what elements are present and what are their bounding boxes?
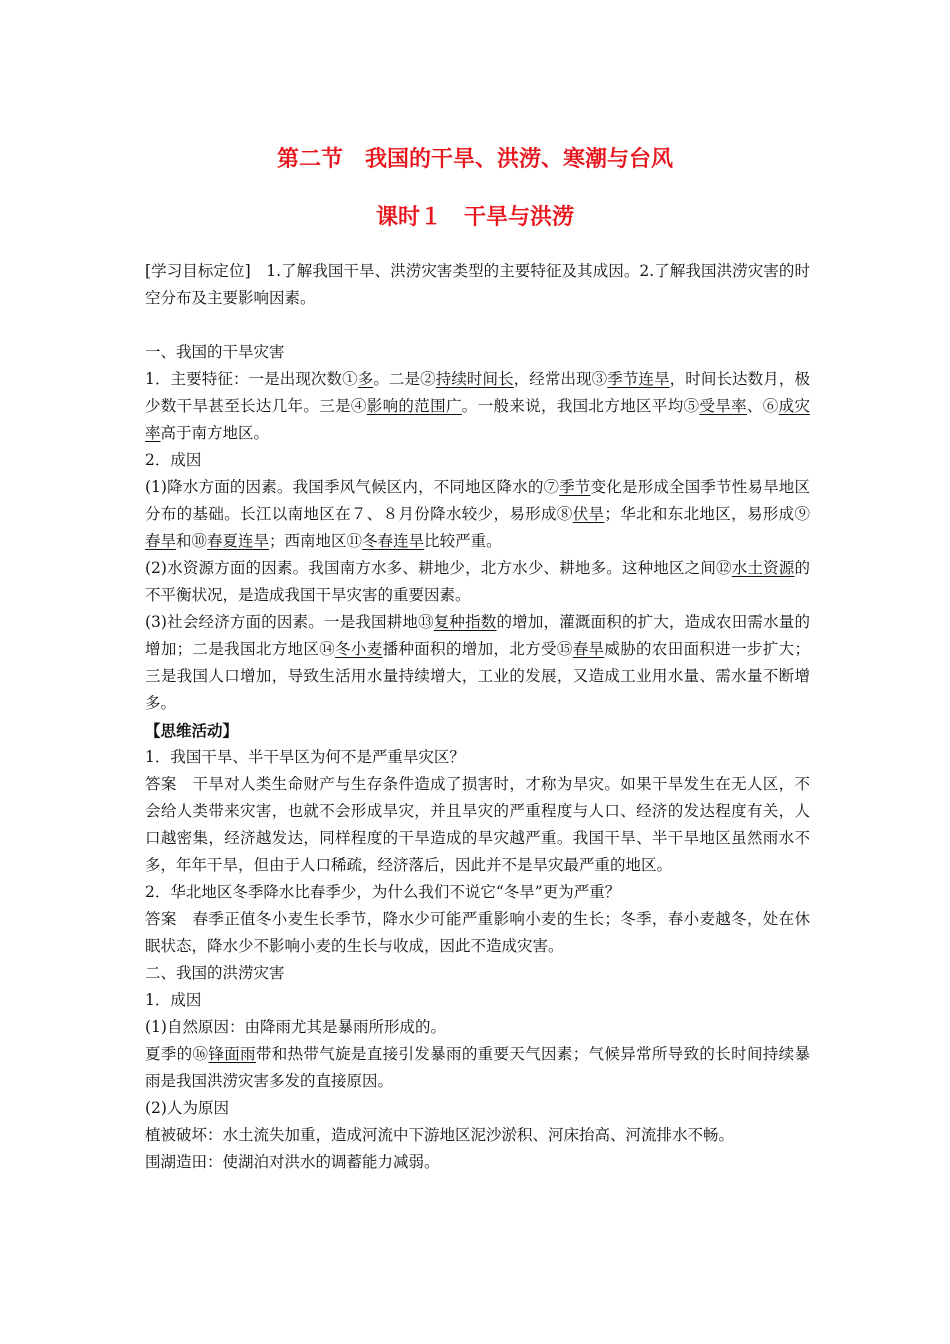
fill-blank: 春旱	[145, 532, 177, 550]
flood-weather-factors	[145, 1041, 810, 1095]
fill-blank: 春旱	[572, 640, 605, 658]
fill-blank: 持续时间长	[435, 370, 514, 388]
flood-natural-cause: (1)自然原因：由降雨尤其是暴雨所形成的。	[145, 1018, 446, 1036]
section-title: 第二节 我国的干旱、洪涝、寒潮与台风	[276, 146, 673, 172]
drought-features	[145, 366, 810, 447]
text: ；西南地区⑪	[269, 532, 363, 550]
fill-blank: 受旱率	[699, 397, 747, 415]
text: 播种面积的增加，北方受⑮	[382, 640, 573, 658]
objective-label: [学习目标定位]	[145, 262, 251, 280]
fill-blank: 复种指数	[433, 613, 497, 631]
question-2: 2．华北地区冬季降水比春季少，为什么我们不说它“冬旱”更为严重？	[145, 883, 621, 901]
text: 比较严重。	[424, 532, 502, 550]
fill-blank: 水土资源	[731, 559, 795, 577]
text: 、⑥	[746, 397, 779, 415]
flood-causes-heading: 1．成因	[145, 991, 202, 1009]
text: 和⑩	[176, 532, 208, 550]
fill-blank: 锋面雨	[208, 1045, 256, 1063]
fill-blank: 季节	[559, 478, 591, 496]
cause-precipitation	[145, 474, 810, 555]
fill-blank: 多	[357, 370, 374, 388]
cause-water-resources	[145, 555, 810, 609]
drought-causes-heading: 2．成因	[145, 451, 202, 469]
lake-reclamation: 围湖造田：使湖泊对洪水的调蓄能力减弱。	[145, 1153, 440, 1171]
fill-blank: 影响的范围广	[366, 397, 462, 415]
text: 高于南方地区。	[160, 424, 270, 442]
text: (2)水资源方面的因素。我国南方水多、耕地少，北方水少、耕地多。这种地区之间⑫	[145, 559, 732, 577]
fill-blank: 冬小麦	[335, 640, 383, 658]
text: ，经常出现③	[513, 370, 608, 388]
document-body	[145, 258, 810, 1176]
cause-socioeconomic	[145, 609, 810, 717]
question-1: 1．我国干旱、半干旱区为何不是严重旱灾区？	[145, 748, 465, 766]
text: 的不平衡状况，是造成我国干旱灾害的重要因素。	[145, 559, 810, 604]
fill-blank: 成灾率	[145, 397, 810, 442]
text: 。一般来说，我国北方地区平均⑤	[461, 397, 700, 415]
section-heading-drought: 一、我国的干旱灾害	[145, 343, 285, 361]
activity-heading: 【思维活动】	[145, 721, 239, 740]
text: 的增加，灌溉面积的扩大，造成农田需水量的增加；二是我国北方地区⑭	[145, 613, 810, 658]
text: ，时间长达数月，极少数干旱甚至长达几年。三是④	[145, 370, 810, 415]
fill-blank: 冬春连旱	[362, 532, 425, 550]
objective-text: 1.了解我国干旱、洪涝灾害类型的主要特征及其成因。2.了解我国洪涝灾害的时空分布及主要影响因素。	[145, 262, 810, 307]
answer-2: 答案 春季正值冬小麦生长季节，降水少可能严重影响小麦的生长；冬季，春小麦越冬，处在休眠状态，降水少不影响小麦的生长与收成，因此不造成灾害。	[145, 910, 810, 955]
text: 。二是②	[373, 370, 436, 388]
text: ；华北和东北地区，易形成⑨	[604, 505, 810, 523]
text: 带和热带气旋是直接引发暴雨的重要天气因素；气候异常所导致的长时间持续暴雨是我国洪涝灾害多发的直接原因。	[145, 1045, 810, 1090]
fill-blank: 春夏连旱	[207, 532, 270, 550]
section-heading-flood: 二、我国的洪涝灾害	[145, 964, 285, 982]
text: 夏季的⑯	[145, 1045, 209, 1063]
vegetation-damage: 植被破坏：水土流失加重，造成河流中下游地区泥沙淤积、河床抬高、河流排水不畅。	[145, 1126, 735, 1144]
text: 威胁的农田面积进一步扩大；三是我国人口增加，导致生活用水量持续增大，工业的发展，又造成工业用水量、需水量不断增多。	[145, 640, 810, 712]
text: 1．主要特征：一是出现次数①	[145, 370, 358, 388]
fill-blank: 季节连旱	[607, 370, 670, 388]
text: (3)社会经济方面的因素。一是我国耕地⑬	[145, 613, 434, 631]
answer-1: 答案 干旱对人类生命财产与生存条件造成了损害时，才称为旱灾。如果干旱发生在无人区，不会给人类带来灾害，也就不会形成旱灾，并且旱灾的严重程度与人口、经济的发达程度有关，人口越密集，经济越发达，同样程度的干旱造成的旱灾越严重。我国干旱、半干旱地区虽然雨水不多，年年干旱，但由于人口稀疏，经济落后，因此并不是旱灾最严重的地区。	[145, 775, 810, 874]
lesson-title: 课时１ 干旱与洪涝	[375, 204, 574, 230]
fill-blank: 伏旱	[572, 505, 605, 523]
flood-human-cause: (2)人为原因	[145, 1099, 229, 1117]
text: (1)降水方面的因素。我国季风气候区内，不同地区降水的⑦	[145, 478, 560, 496]
text: 变化是形成全国季节性易旱地区分布的基础。长江以南地区在７、８月份降水较少，易形成⑧	[145, 478, 810, 523]
spacer	[145, 312, 810, 339]
learning-objective	[145, 258, 810, 312]
